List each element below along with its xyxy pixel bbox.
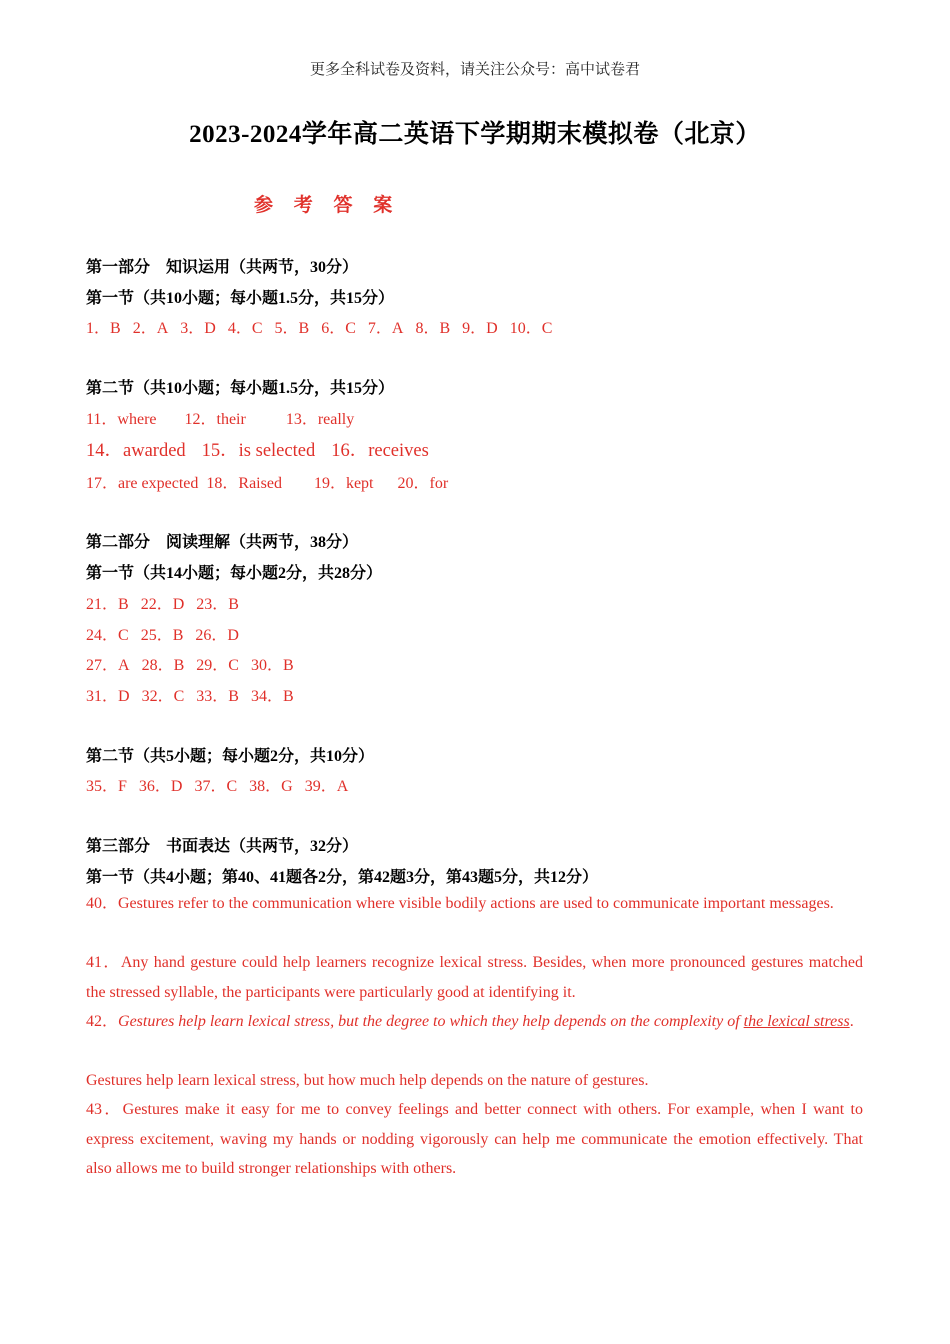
answer-item: 8．B	[415, 320, 451, 337]
answer-item: 7．A	[367, 320, 404, 337]
answer-item: 30．B	[250, 657, 294, 674]
answer-item: 27．A	[86, 657, 130, 674]
answer-42-number: 42．	[86, 1013, 119, 1030]
part1-sec1-heading: 第一节（共10小题；每小题1.5分，共15分）	[86, 290, 395, 307]
answer-42-underlined-text: the lexical stress	[743, 1013, 850, 1030]
answer-40-paragraph: 40．Gestures refer to the communication where visible bodily actions are used to communicate important messages.	[86, 895, 834, 912]
answer-item: 17．are expected	[86, 475, 199, 492]
answer-item: 14．awarded	[86, 441, 186, 461]
answer-item: 22．D	[140, 596, 185, 613]
part1-heading: 第一部分 知识运用（共两节，30分）	[86, 259, 359, 276]
part2-sec1-row2	[86, 622, 251, 645]
answer-item: 36．D	[138, 778, 183, 795]
part2-sec1-row1	[86, 591, 251, 614]
answer-item: 4．C	[227, 320, 263, 337]
answer-42-paragraph	[86, 1007, 863, 1037]
answer-item: 10．C	[509, 320, 553, 337]
part1-sec2-heading: 第二节（共10小题；每小题1.5分，共15分）	[86, 380, 395, 397]
part2-sec1-heading: 第一节（共14小题；每小题2分，共28分）	[86, 565, 383, 582]
part3-heading: 第三部分 书面表达（共两节，32分）	[86, 838, 359, 855]
answer-item: 6．C	[321, 320, 356, 337]
answer-item: 18．Raised	[206, 475, 282, 492]
answer-item: 39．A	[304, 778, 349, 795]
answer-item: 5．B	[274, 320, 310, 337]
answer-item: 33．B	[196, 688, 239, 705]
part1-sec2-row1	[86, 406, 366, 429]
answer-item: 29．C	[196, 657, 239, 674]
answer-43-paragraph: 43．Gestures make it easy for me to convey feelings and better connect with others. For example, when I want to express excitement, waving my hands or nodding vigorously can help me communicate the emotion effectively. That also allows me to build stronger relationships with others.	[86, 1101, 863, 1177]
answer-item: 37．C	[194, 778, 238, 795]
answer-item: 12．their	[184, 411, 246, 428]
answer-item: 15．is selected	[201, 441, 316, 461]
answer-item: 9．D	[462, 320, 498, 337]
answer-item: 32．C	[141, 688, 185, 705]
answer-item: 23．B	[196, 596, 239, 613]
answer-item: 21．B	[86, 596, 129, 613]
answer-item: 20．for	[397, 475, 449, 492]
answer-42-italic-text: Gestures help learn lexical stress, but the degree to which they help depends on the complexity of	[118, 1013, 744, 1030]
part2-sec1-row4	[86, 683, 306, 706]
answer-item: 38．G	[249, 778, 293, 795]
part1-sec2-row2	[86, 436, 441, 462]
answer-item: 24．C	[86, 627, 129, 644]
answer-42-alternative: Gestures help learn lexical stress, but how much help depends on the nature of gestures.	[86, 1072, 649, 1089]
part2-heading: 第二部分 阅读理解（共两节，38分）	[86, 534, 359, 551]
answer-item: 34．B	[250, 688, 294, 705]
answer-item: 11．where	[86, 411, 157, 428]
page-title: 2023-2024学年高二英语下学期期末模拟卷（北京）	[189, 121, 761, 148]
answer-item: 16．receives	[331, 441, 429, 461]
part1-sec1-answers	[86, 315, 564, 338]
answer-item: 13．really	[285, 411, 355, 428]
answer-42-period: .	[849, 1013, 854, 1030]
answer-item: 2．A	[132, 320, 169, 337]
answer-key-subtitle: 参 考 答 案	[254, 195, 401, 216]
answer-item: 3．D	[180, 320, 216, 337]
answer-41-paragraph: 41．Any hand gesture could help learners recognize lexical stress. Besides, when more pronounced gestures matched the stressed syllable, the participants were particularly good at identifying it.	[86, 954, 863, 1001]
part3-sec1-heading: 第一节（共4小题；第40、41题各2分，第42题3分，第43题5分，共12分）	[86, 869, 599, 886]
page-header-notice: 更多全科试卷及资料，请关注公众号：高中试卷君	[309, 62, 640, 78]
answer-item: 1．B	[86, 320, 121, 337]
answer-item: 26．D	[195, 627, 239, 644]
answer-item: 31．D	[86, 688, 130, 705]
answer-item: 28．B	[141, 657, 185, 674]
part2-sec2-heading: 第二节（共5小题；每小题2分，共10分）	[86, 748, 375, 765]
part1-sec2-row3	[86, 470, 460, 493]
part2-sec1-row3	[86, 652, 306, 675]
part2-sec2-answers	[86, 773, 360, 796]
answer-item: 25．B	[140, 627, 184, 644]
answer-item: 35．F	[86, 778, 127, 795]
answer-item: 19．kept	[313, 475, 374, 492]
